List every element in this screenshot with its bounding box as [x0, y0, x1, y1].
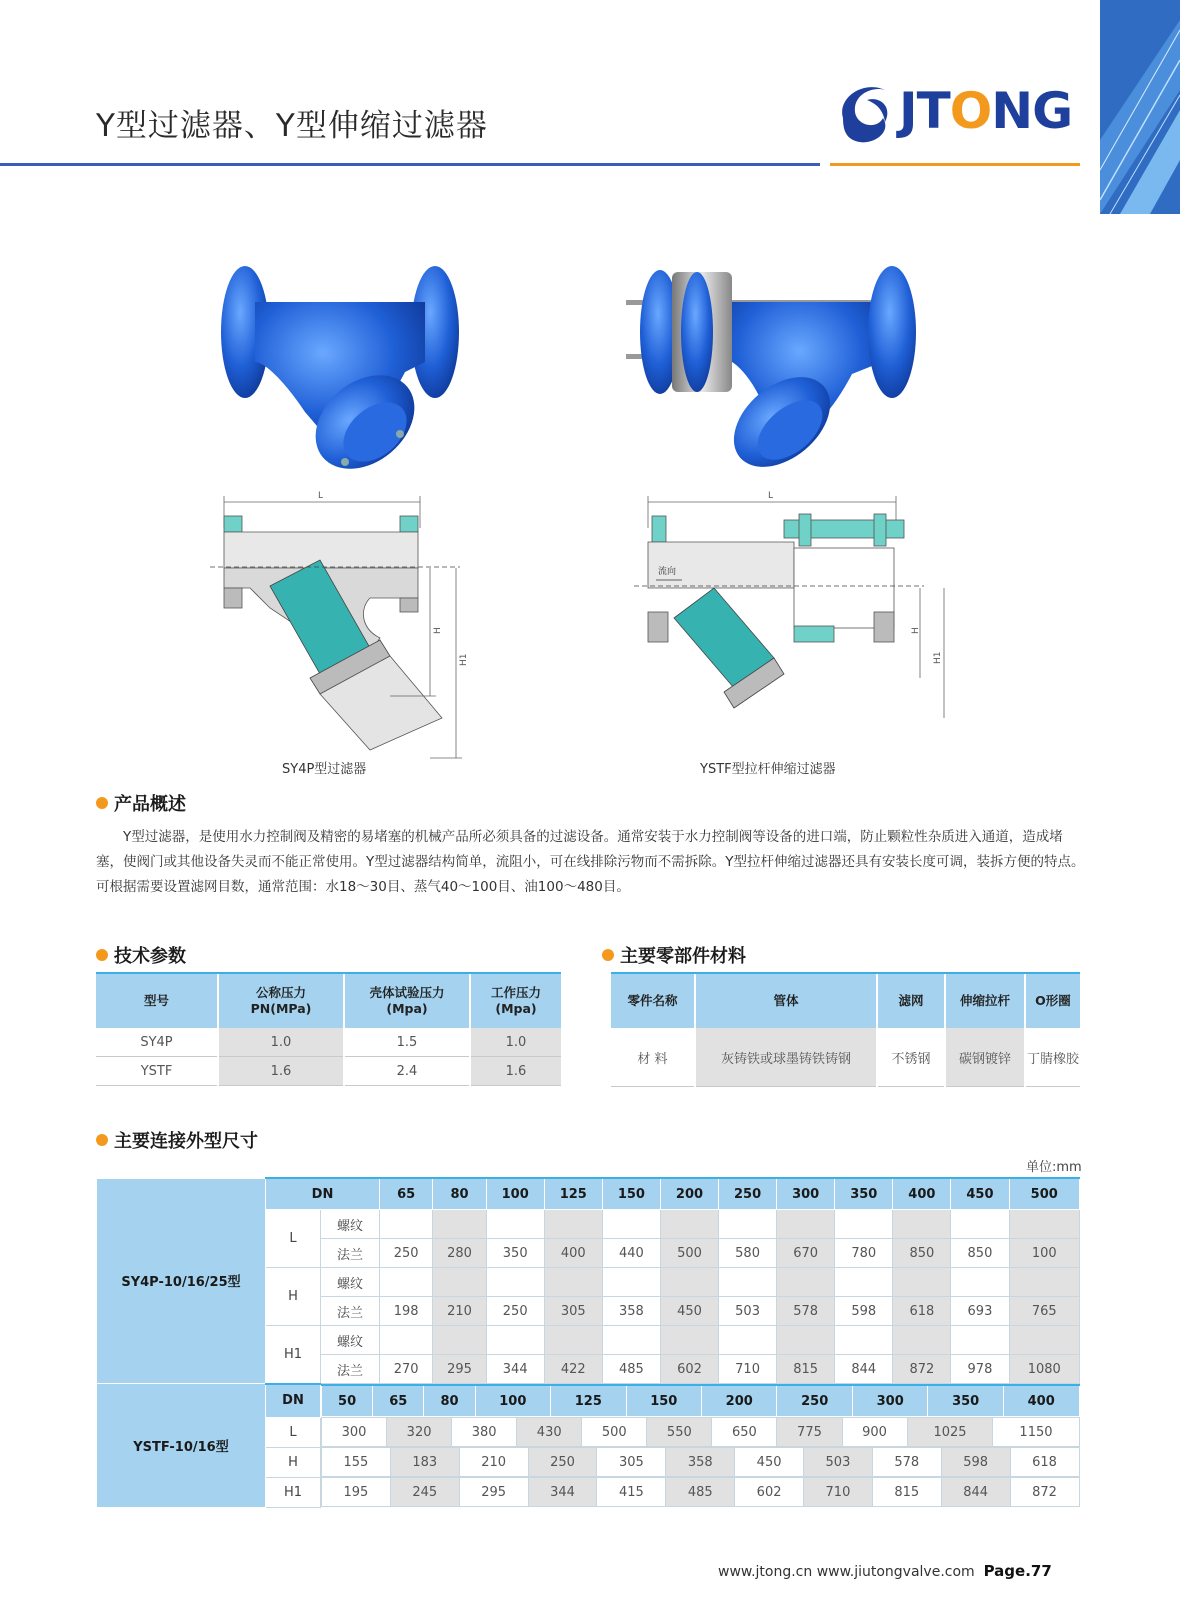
- dim-cell: 850: [893, 1239, 951, 1268]
- materials-header-cell: 管体: [695, 973, 877, 1028]
- dim-cell: 280: [433, 1239, 486, 1268]
- dim-cell: 305: [597, 1448, 666, 1477]
- dims-header-row: [97, 1384, 1080, 1418]
- values-row: [322, 1418, 1080, 1447]
- materials-header-row: [611, 973, 1080, 1028]
- model-cell: YSTF-10/16型: [97, 1384, 266, 1508]
- dim-cell: [380, 1326, 433, 1355]
- dim-cell: [1009, 1210, 1080, 1239]
- dim-cell: [777, 1268, 835, 1297]
- dim-cell: 503: [719, 1297, 777, 1326]
- dim-cell: 295: [433, 1355, 486, 1384]
- dim-cell: 485: [602, 1355, 660, 1384]
- dim-cell: 500: [660, 1239, 718, 1268]
- dim-cell: 320: [387, 1418, 452, 1447]
- ystf-dn-table: [321, 1384, 1080, 1417]
- dim-cell: 598: [835, 1297, 893, 1326]
- dim-cell: 578: [872, 1448, 941, 1477]
- bullet-dot-icon: [96, 797, 108, 809]
- footer-urls: www.jtong.cn www.jiutongvalve.com: [718, 1564, 975, 1580]
- dn-cell: 100: [486, 1178, 544, 1210]
- dim-cell: 618: [1010, 1448, 1079, 1477]
- dim-cell: 300: [322, 1418, 387, 1447]
- dim-cell: [380, 1268, 433, 1297]
- dim-cell: 850: [951, 1239, 1009, 1268]
- dn-cell: 65: [380, 1178, 433, 1210]
- dn-cell: 50: [322, 1385, 373, 1417]
- dim-cell: 440: [602, 1239, 660, 1268]
- jtong-logo: [833, 78, 1085, 148]
- flow-direction-label: 流向: [658, 567, 677, 577]
- dim-cell: 598: [941, 1448, 1010, 1477]
- dim-cell: [660, 1268, 718, 1297]
- drawing-H1-label-2: H1: [933, 651, 943, 664]
- header-rule-orange: [830, 163, 1080, 166]
- dim-cell: 430: [517, 1418, 582, 1447]
- params-cell: 1.6: [218, 1057, 344, 1086]
- dim-cell: [835, 1210, 893, 1239]
- dim-cell: [893, 1326, 951, 1355]
- dim-cell: 450: [735, 1448, 804, 1477]
- dim-cell: [486, 1210, 544, 1239]
- dims-heading: 主要连接外型尺寸: [96, 1127, 258, 1153]
- dim-cell: 650: [712, 1418, 777, 1447]
- dim-cell: 450: [660, 1297, 718, 1326]
- dn-cell: 300: [777, 1178, 835, 1210]
- corner-decoration: [1100, 0, 1180, 214]
- params-header-cell: 壳体试验压力 (Mpa): [344, 973, 470, 1028]
- ystf-dn-wrap: [321, 1384, 1080, 1418]
- dim-cell: [660, 1210, 718, 1239]
- dn-cell: 350: [928, 1385, 1003, 1417]
- dim-cell: 400: [544, 1239, 602, 1268]
- ystf-product-photo: [612, 262, 917, 472]
- dims-header-row: [97, 1178, 1080, 1210]
- dim-cell: 210: [459, 1448, 528, 1477]
- dn-cell: 150: [602, 1178, 660, 1210]
- dn-label: DN: [266, 1384, 321, 1418]
- dn-cell: 400: [893, 1178, 951, 1210]
- dim-cell: [1009, 1268, 1080, 1297]
- dim-cell: [719, 1268, 777, 1297]
- dim-cell: 210: [433, 1297, 486, 1326]
- materials-cell: 不锈钢: [877, 1028, 945, 1087]
- dn-cell: 500: [1009, 1178, 1080, 1210]
- dim-row-label: H1: [266, 1477, 321, 1507]
- dim-cell: 380: [452, 1418, 517, 1447]
- params-cell: 1.0: [218, 1028, 344, 1057]
- materials-cell: 材 料: [611, 1028, 695, 1087]
- dim-cell: 765: [1009, 1297, 1080, 1326]
- dim-cell: [777, 1326, 835, 1355]
- drawing-L-label: L: [318, 491, 324, 501]
- drawing-H1-label: H1: [459, 653, 469, 666]
- materials-cell: 灰铸铁或球墨铸铁铸钢: [695, 1028, 877, 1087]
- dim-cell: 295: [459, 1478, 528, 1507]
- dim-cell: 872: [893, 1355, 951, 1384]
- ystf-values-wrap: [321, 1477, 1080, 1507]
- dim-cell: 250: [486, 1297, 544, 1326]
- flange-label: 法兰: [321, 1239, 380, 1268]
- dim-cell: 618: [893, 1297, 951, 1326]
- dim-cell: 305: [544, 1297, 602, 1326]
- dn-cell: 100: [475, 1385, 550, 1417]
- dim-cell: [433, 1210, 486, 1239]
- dn-label: DN: [266, 1178, 380, 1210]
- overview-text: Y型过滤器，是使用水力控制阀及精密的易堵塞的机械产品所必须具备的过滤设备。通常安装于水力控制阀等设备的进口端，防止颗粒性杂质进入通道，造成堵塞，使阀门或其他设备失灵而不能正常使用。Y型过滤器结构简单，流阻小，可在线排除污物而不需拆除。Y型拉杆伸缩过滤器还具有安装长度可调，装拆方便的特点。可根据需要设置滤网目数，通常范围：水18～30目、蒸气40～100目、油100～480目。: [96, 829, 1085, 895]
- dim-cell: 1150: [993, 1418, 1079, 1447]
- dn-cell: 300: [852, 1385, 927, 1417]
- ystf-caption: YSTF型拉杆伸缩过滤器: [700, 762, 836, 777]
- overview-heading: 产品概述: [96, 790, 186, 816]
- dn-cell: 200: [702, 1385, 777, 1417]
- dim-cell: 503: [804, 1448, 873, 1477]
- dim-cell: [660, 1326, 718, 1355]
- values-row: [322, 1448, 1080, 1477]
- dim-cell: 344: [528, 1478, 597, 1507]
- logo-swirl-icon: [833, 78, 899, 148]
- params-cell: 1.6: [470, 1057, 561, 1086]
- dim-cell: 844: [835, 1355, 893, 1384]
- table-row: [96, 1057, 561, 1086]
- screw-label: 螺纹: [321, 1326, 380, 1355]
- header-rule-blue: [0, 163, 820, 166]
- params-cell: YSTF: [96, 1057, 218, 1086]
- dim-cell: 978: [951, 1355, 1009, 1384]
- screw-label: 螺纹: [321, 1268, 380, 1297]
- dim-group-label: H: [266, 1268, 321, 1326]
- ystf-values-wrap: [321, 1447, 1080, 1477]
- dim-cell: 900: [842, 1418, 907, 1447]
- dim-cell: 844: [941, 1478, 1010, 1507]
- dim-cell: 358: [666, 1448, 735, 1477]
- materials-header-cell: 滤网: [877, 973, 945, 1028]
- dim-cell: [951, 1210, 1009, 1239]
- dim-cell: 100: [1009, 1239, 1080, 1268]
- page-number: Page.77: [983, 1562, 1052, 1580]
- ystf-values-table: [321, 1477, 1080, 1507]
- dim-cell: 250: [380, 1239, 433, 1268]
- sy4p-product-photo: [215, 262, 465, 472]
- dim-cell: 670: [777, 1239, 835, 1268]
- dim-cell: 183: [390, 1448, 459, 1477]
- params-heading: 技术参数: [96, 942, 186, 968]
- dim-cell: 815: [872, 1478, 941, 1507]
- params-table: [96, 972, 561, 1086]
- dim-cell: [544, 1268, 602, 1297]
- dim-cell: 693: [951, 1297, 1009, 1326]
- table-row: [611, 1028, 1080, 1087]
- dim-cell: [544, 1326, 602, 1355]
- dn-cell: 250: [777, 1385, 852, 1417]
- sy4p-dimension-drawing: [210, 488, 470, 760]
- dim-cell: 550: [647, 1418, 712, 1447]
- dim-cell: 415: [597, 1478, 666, 1507]
- unit-label: 单位:mm: [1026, 1160, 1082, 1175]
- dn-cell: 200: [660, 1178, 718, 1210]
- dim-group-label: L: [266, 1210, 321, 1268]
- values-row: [322, 1478, 1080, 1507]
- table-row: [96, 1028, 561, 1057]
- flange-label: 法兰: [321, 1297, 380, 1326]
- dim-cell: [951, 1268, 1009, 1297]
- dim-cell: [602, 1326, 660, 1355]
- screw-label: 螺纹: [321, 1210, 380, 1239]
- dim-cell: 195: [322, 1478, 391, 1507]
- dim-cell: [893, 1268, 951, 1297]
- dim-cell: 245: [390, 1478, 459, 1507]
- dim-cell: 250: [528, 1448, 597, 1477]
- dim-cell: [719, 1210, 777, 1239]
- dim-cell: [951, 1326, 1009, 1355]
- params-cell: 2.4: [344, 1057, 470, 1086]
- dim-cell: [433, 1326, 486, 1355]
- dim-cell: 602: [735, 1478, 804, 1507]
- drawing-H-label-2: H: [911, 627, 921, 634]
- bullet-dot-icon: [96, 949, 108, 961]
- dim-cell: [486, 1268, 544, 1297]
- dim-cell: 710: [804, 1478, 873, 1507]
- dim-cell: [433, 1268, 486, 1297]
- materials-header-cell: 零件名称: [611, 973, 695, 1028]
- params-header-cell: 型号: [96, 973, 218, 1028]
- materials-header-cell: O形圈: [1025, 973, 1080, 1028]
- dim-cell: 198: [380, 1297, 433, 1326]
- dim-cell: [835, 1268, 893, 1297]
- materials-heading: 主要零部件材料: [602, 942, 746, 968]
- ystf-values-table: [321, 1447, 1080, 1477]
- dim-cell: 780: [835, 1239, 893, 1268]
- dim-cell: [602, 1210, 660, 1239]
- dim-cell: 485: [666, 1478, 735, 1507]
- dim-row-label: H: [266, 1447, 321, 1477]
- dn-cell: 125: [551, 1385, 626, 1417]
- params-header-row: [96, 973, 561, 1028]
- materials-cell: 丁腈橡胶: [1025, 1028, 1080, 1087]
- logo-text: JTONG: [899, 82, 1073, 140]
- dn-cell: 80: [433, 1178, 486, 1210]
- materials-header-cell: 伸缩拉杆: [945, 973, 1025, 1028]
- dim-cell: [719, 1326, 777, 1355]
- drawing-H-label: H: [433, 627, 443, 634]
- dn-cell: 125: [544, 1178, 602, 1210]
- dim-cell: [777, 1210, 835, 1239]
- dn-cell: 80: [424, 1385, 475, 1417]
- dim-cell: 815: [777, 1355, 835, 1384]
- materials-cell: 碳钢镀锌: [945, 1028, 1025, 1087]
- ystf-values-wrap: [321, 1417, 1080, 1447]
- dim-cell: 710: [719, 1355, 777, 1384]
- dim-cell: 1080: [1009, 1355, 1080, 1384]
- dim-cell: 580: [719, 1239, 777, 1268]
- dn-cell: 400: [1003, 1385, 1079, 1417]
- dims-table: [96, 1177, 1080, 1508]
- dim-cell: [1009, 1326, 1080, 1355]
- dim-cell: 602: [660, 1355, 718, 1384]
- page-title: Y型过滤器、Y型伸缩过滤器: [96, 108, 488, 144]
- dim-row-label: L: [266, 1417, 321, 1447]
- dn-cell: 65: [373, 1385, 424, 1417]
- bullet-dot-icon: [96, 1134, 108, 1146]
- dim-cell: 270: [380, 1355, 433, 1384]
- dim-cell: 358: [602, 1297, 660, 1326]
- dn-cell: 250: [719, 1178, 777, 1210]
- params-header-cell: 工作压力 (Mpa): [470, 973, 561, 1028]
- dn-cell: 350: [835, 1178, 893, 1210]
- model-cell: SY4P-10/16/25型: [97, 1178, 266, 1384]
- dn-cell: 450: [951, 1178, 1009, 1210]
- dim-cell: 500: [582, 1418, 647, 1447]
- dim-cell: [893, 1210, 951, 1239]
- params-cell: SY4P: [96, 1028, 218, 1057]
- params-cell: 1.0: [470, 1028, 561, 1057]
- flange-label: 法兰: [321, 1355, 380, 1384]
- params-cell: 1.5: [344, 1028, 470, 1057]
- drawing-L-label-2: L: [768, 491, 774, 501]
- dim-group-label: H1: [266, 1326, 321, 1384]
- dim-cell: [835, 1326, 893, 1355]
- dn-row: [322, 1385, 1080, 1417]
- materials-table: [611, 972, 1080, 1087]
- bullet-dot-icon: [602, 949, 614, 961]
- ystf-dimension-drawing: [634, 488, 954, 728]
- dim-cell: 422: [544, 1355, 602, 1384]
- ystf-values-table: [321, 1417, 1080, 1447]
- dim-cell: 578: [777, 1297, 835, 1326]
- dim-cell: 872: [1010, 1478, 1079, 1507]
- footer: [718, 1562, 1052, 1580]
- dim-cell: 1025: [907, 1418, 993, 1447]
- dn-cell: 150: [626, 1385, 701, 1417]
- dim-cell: [544, 1210, 602, 1239]
- sy4p-caption: SY4P型过滤器: [282, 762, 367, 777]
- params-header-cell: 公称压力 PN(MPa): [218, 973, 344, 1028]
- dim-cell: 155: [322, 1448, 391, 1477]
- dim-cell: [380, 1210, 433, 1239]
- dim-cell: 344: [486, 1355, 544, 1384]
- dim-cell: [602, 1268, 660, 1297]
- dim-cell: [486, 1326, 544, 1355]
- dim-cell: 350: [486, 1239, 544, 1268]
- dim-cell: 775: [777, 1418, 842, 1447]
